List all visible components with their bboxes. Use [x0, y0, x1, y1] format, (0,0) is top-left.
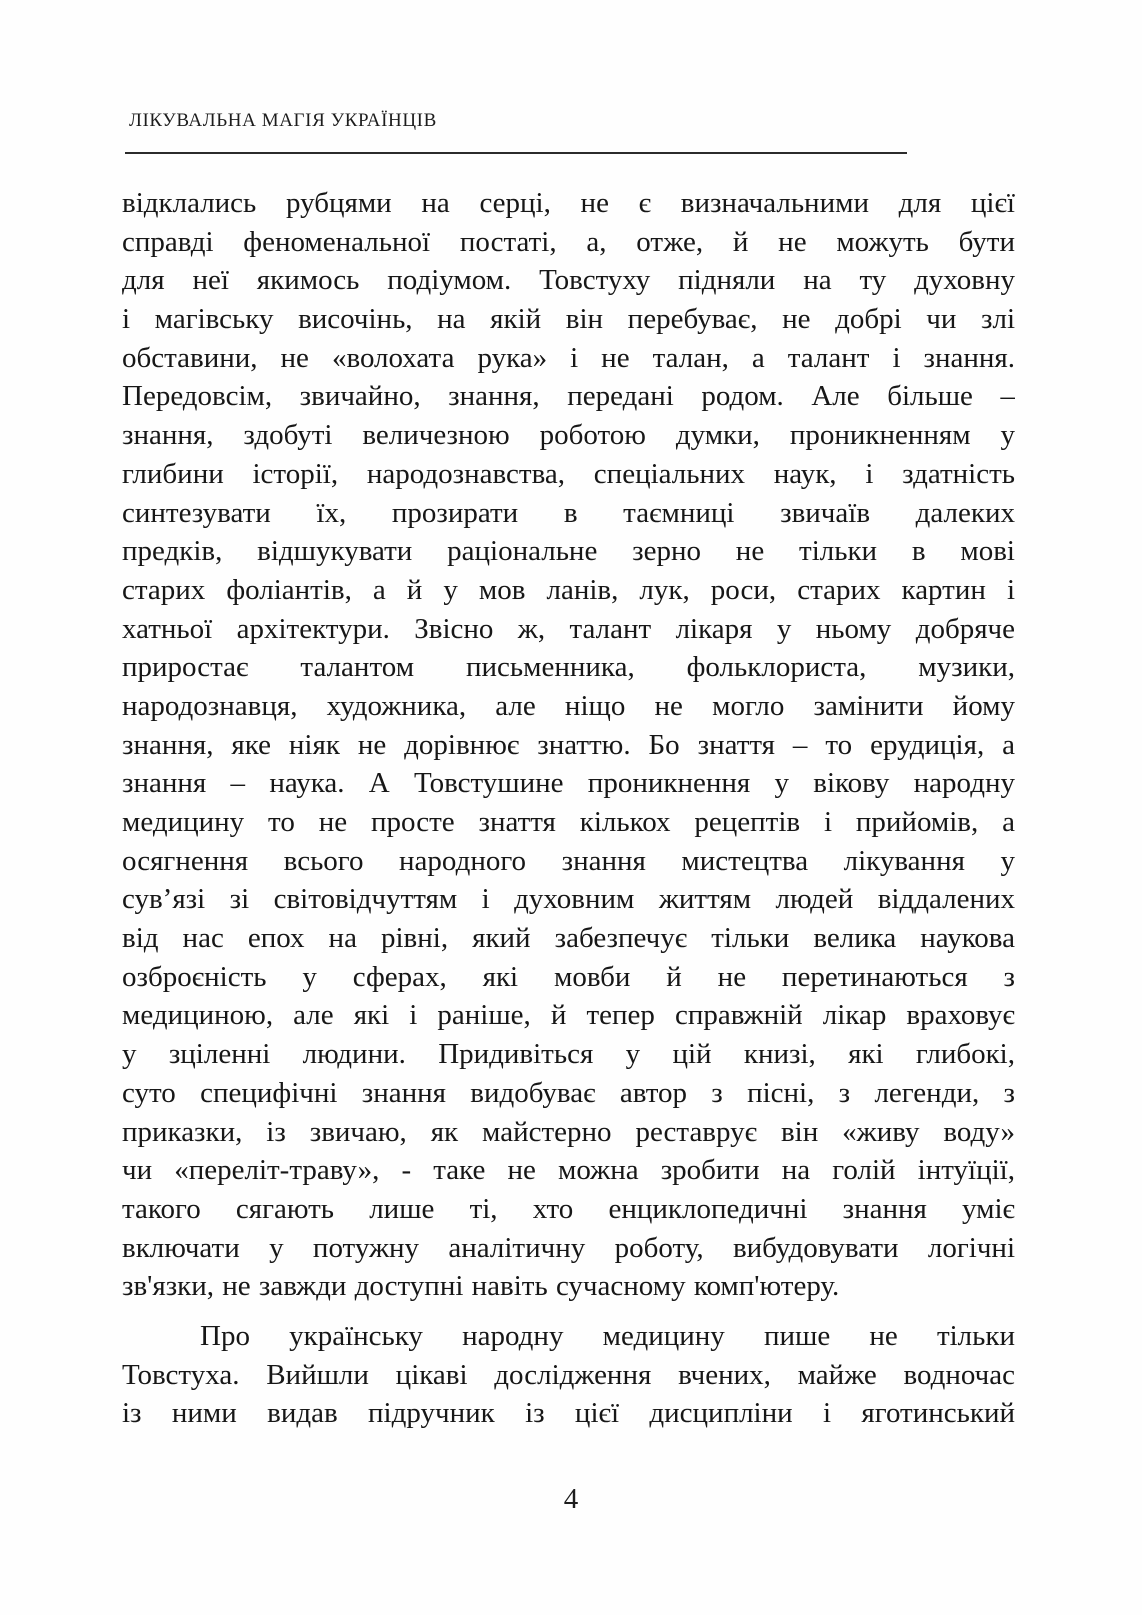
- text-line: глибини історії, народознавства, спеціальних наук, і здатність: [122, 457, 1015, 490]
- text-line: відклались рубцями на серці, не є визначальними для цієї: [122, 187, 1015, 219]
- text-line: старих фоліантів, а й у мов ланів, лук, роси, старих картин і: [122, 573, 1015, 606]
- text-line: у зціленні людини. Придивіться у цій книзі, які глибокі,: [122, 1038, 1015, 1071]
- text-line: народознавця, художника, але ніщо не могло замінити йому: [122, 689, 1015, 722]
- text-line: медициною, але які і раніше, й тепер справжній лікар враховує: [122, 999, 1015, 1032]
- paragraph: [122, 1317, 1015, 1433]
- text-line: для неї якимось подіумом. Товстуху підняли на ту духовну: [122, 264, 1015, 297]
- text-line: знання – наука. А Товстушине проникнення у вікову народну: [122, 767, 1015, 800]
- text-line: із ними видав підручник із цієї дисципліни і яготинський: [122, 1397, 1015, 1430]
- text-line: такого сягають лише ті, хто енциклопедичні знання уміє: [122, 1192, 1015, 1225]
- text-line: Про українську народну медицину пише не тільки: [200, 1319, 1015, 1352]
- text-line: обставини, не «волохата рука» і не талан, а талант і знання.: [122, 341, 1015, 374]
- text-line: зв'язки, не завжди доступні навіть сучасному комп'ютеру.: [122, 1270, 840, 1303]
- text-line: знання, яке ніяк не дорівнює знаттю. Бо знаття – то ерудиція, а: [122, 728, 1015, 761]
- text-line: медицину то не просте знаття кількох рецептів і прийомів, а: [122, 806, 1015, 838]
- text-line: від нас епох на рівні, який забезпечує тільки велика наукова: [122, 922, 1015, 955]
- text-line: Передовсім, звичайно, знання, передані родом. Але більше –: [122, 380, 1015, 413]
- text-line: сув’язі зі світовідчуттям і духовним життям людей віддалених: [122, 883, 1015, 916]
- page-number: 4: [563, 1483, 579, 1515]
- text-line: знання, здобуті величезною роботою думки, проникненням у: [122, 419, 1015, 452]
- text-line: озброєність у сферах, які мовби й не перетинаються з: [122, 960, 1015, 993]
- text-line: синтезувати їх, прозирати в таємниці звичаїв далеких: [122, 496, 1015, 529]
- running-header: ЛІКУВАЛЬНА МАГІЯ УКРАЇНЦІВ: [129, 110, 437, 131]
- text-line: суто специфічні знання видобуває автор з пісні, з легенди, з: [122, 1076, 1015, 1109]
- text-line: чи «переліт-траву», - таке не можна зробити на голій інтуїції,: [122, 1154, 1015, 1187]
- paragraph: [122, 184, 1015, 1306]
- text-line: включати у потужну аналітичну роботу, вибудовувати логічні: [122, 1231, 1015, 1264]
- text-line: і магівську височінь, на якій він перебуває, не добрі чи злі: [122, 303, 1015, 336]
- header-rule: [125, 152, 907, 154]
- text-line: приростає талантом письменника, фольклориста, музики,: [122, 651, 1015, 684]
- text-line: предків, відшукувати раціональне зерно не тільки в мові: [122, 535, 1015, 568]
- text-line: хатньої архітектури. Звісно ж, талант лікаря у ньому добряче: [122, 612, 1015, 645]
- text-line: осягнення всього народного знання мистецтва лікування у: [122, 844, 1015, 877]
- text-line: приказки, із звичаю, як майстерно реставрує він «живу воду»: [122, 1115, 1015, 1148]
- text-line: справді феноменальної постаті, а, отже, й не можуть бути: [122, 225, 1015, 258]
- page-body: [122, 184, 1015, 1433]
- text-line: Товстуха. Вийшли цікаві дослідження вчених, майже водночас: [122, 1358, 1015, 1391]
